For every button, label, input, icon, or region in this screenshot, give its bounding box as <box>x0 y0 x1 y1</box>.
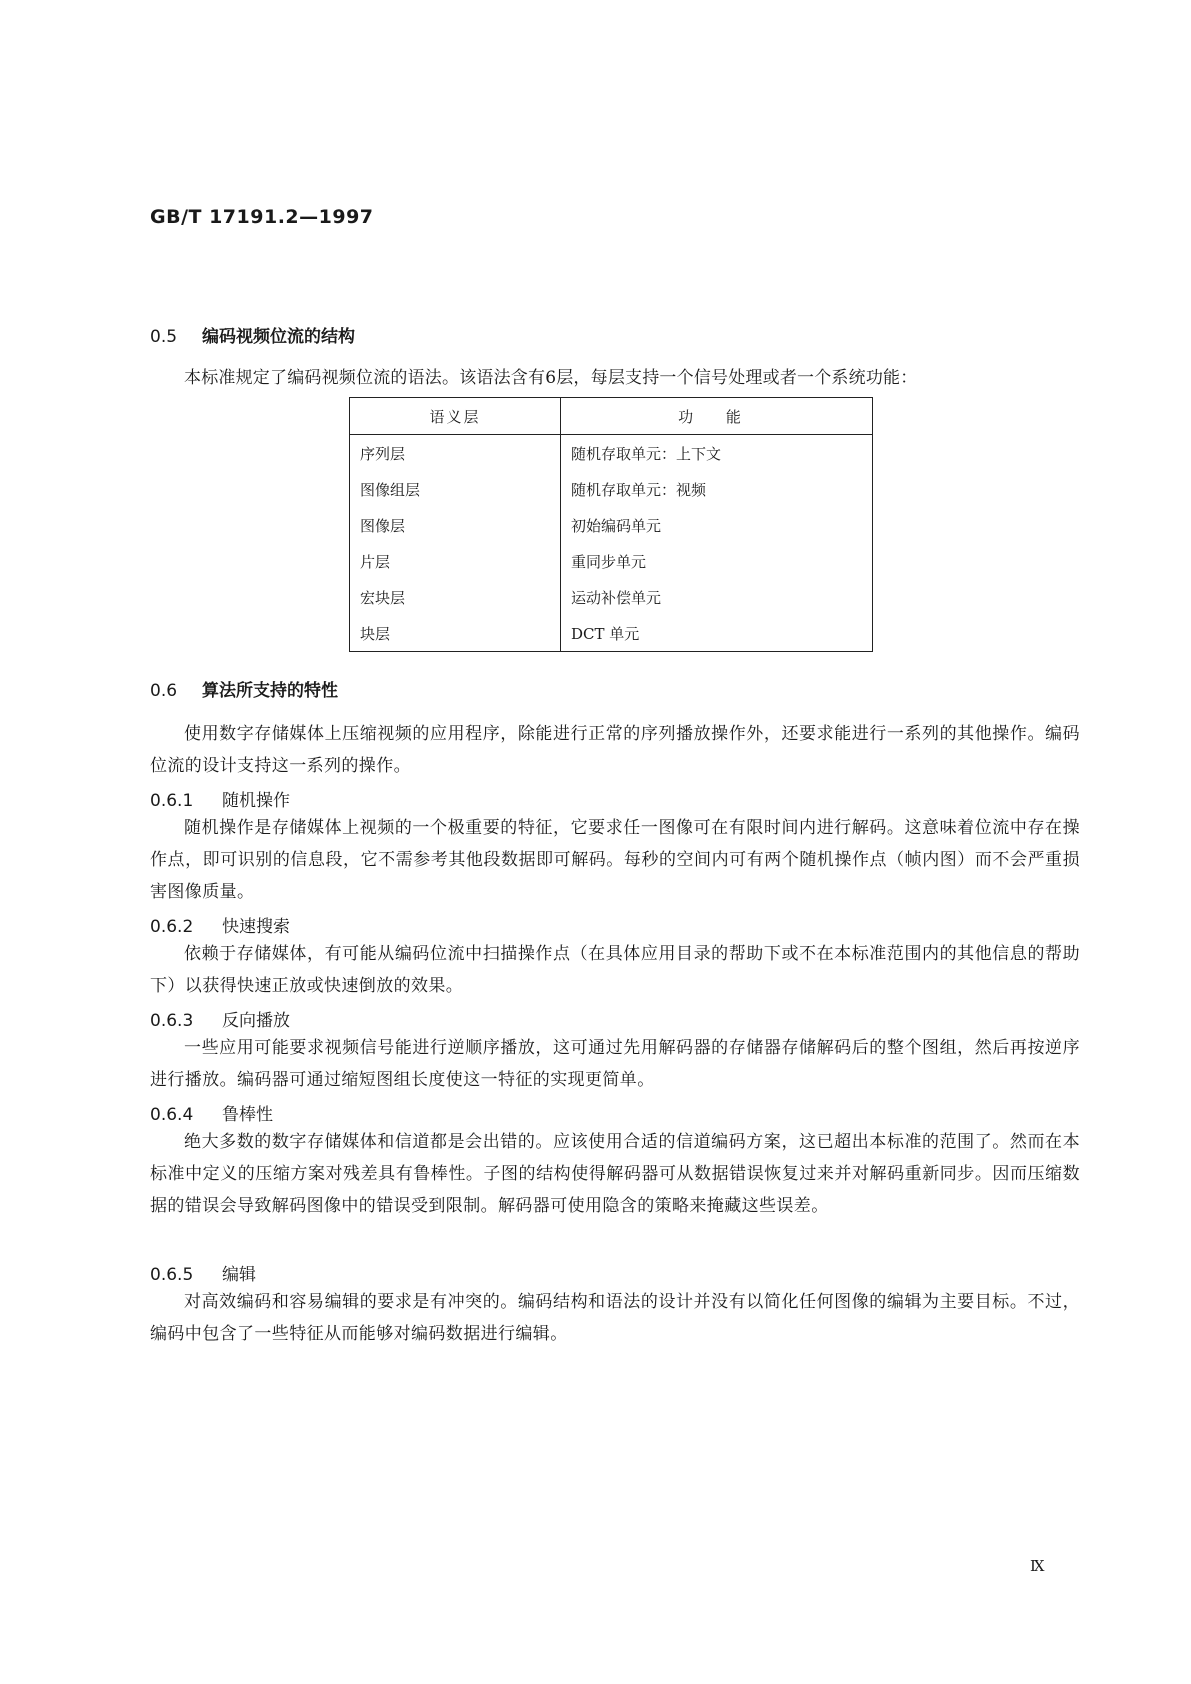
subsection-title: 反向播放 <box>222 1011 290 1031</box>
section-0-5-intro: 本标准规定了编码视频位流的语法。该语法含有6层，每层支持一个信号处理或者一个系统功能： <box>184 368 918 388</box>
table-cell: 宏块层 <box>350 579 561 615</box>
table-row <box>350 579 873 615</box>
subsection-number: 0.6.5 <box>150 1265 194 1285</box>
section-0-6-intro: 使用数字存储媒体上压缩视频的应用程序，除能进行正常的序列播放操作外，还要求能进行一系列的其他操作。编码位流的设计支持这一系列的操作。 <box>150 724 1080 776</box>
table-cell: DCT 单元 <box>571 624 640 643</box>
table-header-cell: 语义层 <box>350 398 561 435</box>
table-cell: 图像层 <box>350 507 561 543</box>
table-cell: 随机存取单元：视频 <box>571 480 707 499</box>
subsection-number: 0.6.3 <box>150 1011 194 1031</box>
subsection-0-6-1-text: 随机操作是存储媒体上视频的一个极重要的特征，它要求任一图像可在有限时间内进行解码。这意味着位流中存在操作点，即可识别的信息段，它不需参考其他段数据即可解码。每秒的空间内可有两个随机操作点（帧内图）而不会严重损害图像质量。 <box>150 818 1080 902</box>
section-title: 算法所支持的特性 <box>202 681 338 701</box>
subsection-number: 0.6.4 <box>150 1105 194 1125</box>
subsection-number: 0.6.2 <box>150 917 194 937</box>
subsection-0-6-3-text: 一些应用可能要求视频信号能进行逆顺序播放，这可通过先用解码器的存储器存储解码后的整个图组，然后再按逆序进行播放。编码器可通过缩短图组长度使这一特征的实现更简单。 <box>150 1038 1080 1090</box>
subsection-0-6-4-heading <box>150 1100 273 1125</box>
table-row <box>350 615 873 652</box>
table-cell: 片层 <box>350 543 561 579</box>
subsection-title: 随机操作 <box>222 791 290 811</box>
table-row <box>350 471 873 507</box>
section-0-6-heading <box>150 676 338 701</box>
subsection-title: 快速搜索 <box>222 917 290 937</box>
table-row <box>350 435 873 472</box>
section-number: 0.5 <box>150 327 178 347</box>
subsection-0-6-5-heading <box>150 1260 256 1285</box>
table-row <box>350 507 873 543</box>
subsection-0-6-2-text: 依赖于存储媒体，有可能从编码位流中扫描操作点（在具体应用目录的帮助下或不在本标准范围内的其他信息的帮助下）以获得快速正放或快速倒放的效果。 <box>150 944 1080 996</box>
section-0-5-heading <box>150 322 355 347</box>
table-cell: 图像组层 <box>350 471 561 507</box>
section-title: 编码视频位流的结构 <box>202 327 355 347</box>
table-row <box>350 543 873 579</box>
page-number: Ⅸ <box>1030 1557 1045 1575</box>
subsection-title: 编辑 <box>222 1265 256 1285</box>
standard-code: GB/T 17191.2—1997 <box>150 206 374 228</box>
subsection-0-6-4-text: 绝大多数的数字存储媒体和信道都是会出错的。应该使用合适的信道编码方案，这已超出本标准的范围了。然而在本标准中定义的压缩方案对残差具有鲁棒性。子图的结构使得解码器可从数据错误恢复过来并对解码重新同步。因而压缩数据的错误会导致解码图像中的错误受到限制。解码器可使用隐含的策略来掩藏这些误差。 <box>150 1132 1080 1216</box>
subsection-0-6-2-heading <box>150 912 290 937</box>
subsection-0-6-1-heading <box>150 786 290 811</box>
table-header-row <box>350 398 873 435</box>
subsection-title: 鲁棒性 <box>222 1105 273 1125</box>
subsection-0-6-5-text: 对高效编码和容易编辑的要求是有冲突的。编码结构和语法的设计并没有以简化任何图像的编辑为主要目标。不过，编码中包含了一些特征从而能够对编码数据进行编辑。 <box>150 1292 1080 1344</box>
subsection-0-6-3-heading <box>150 1006 290 1031</box>
table-header-cell: 功 能 <box>561 398 873 435</box>
table-cell: 运动补偿单元 <box>571 588 662 607</box>
section-number: 0.6 <box>150 681 178 701</box>
table-cell: 重同步单元 <box>571 552 647 571</box>
subsection-number: 0.6.1 <box>150 791 194 811</box>
table-cell: 初始编码单元 <box>571 516 662 535</box>
table-cell: 块层 <box>350 615 561 652</box>
syntax-layer-table <box>349 397 873 652</box>
table-cell: 随机存取单元：上下文 <box>571 444 722 463</box>
table-cell: 序列层 <box>350 435 561 472</box>
